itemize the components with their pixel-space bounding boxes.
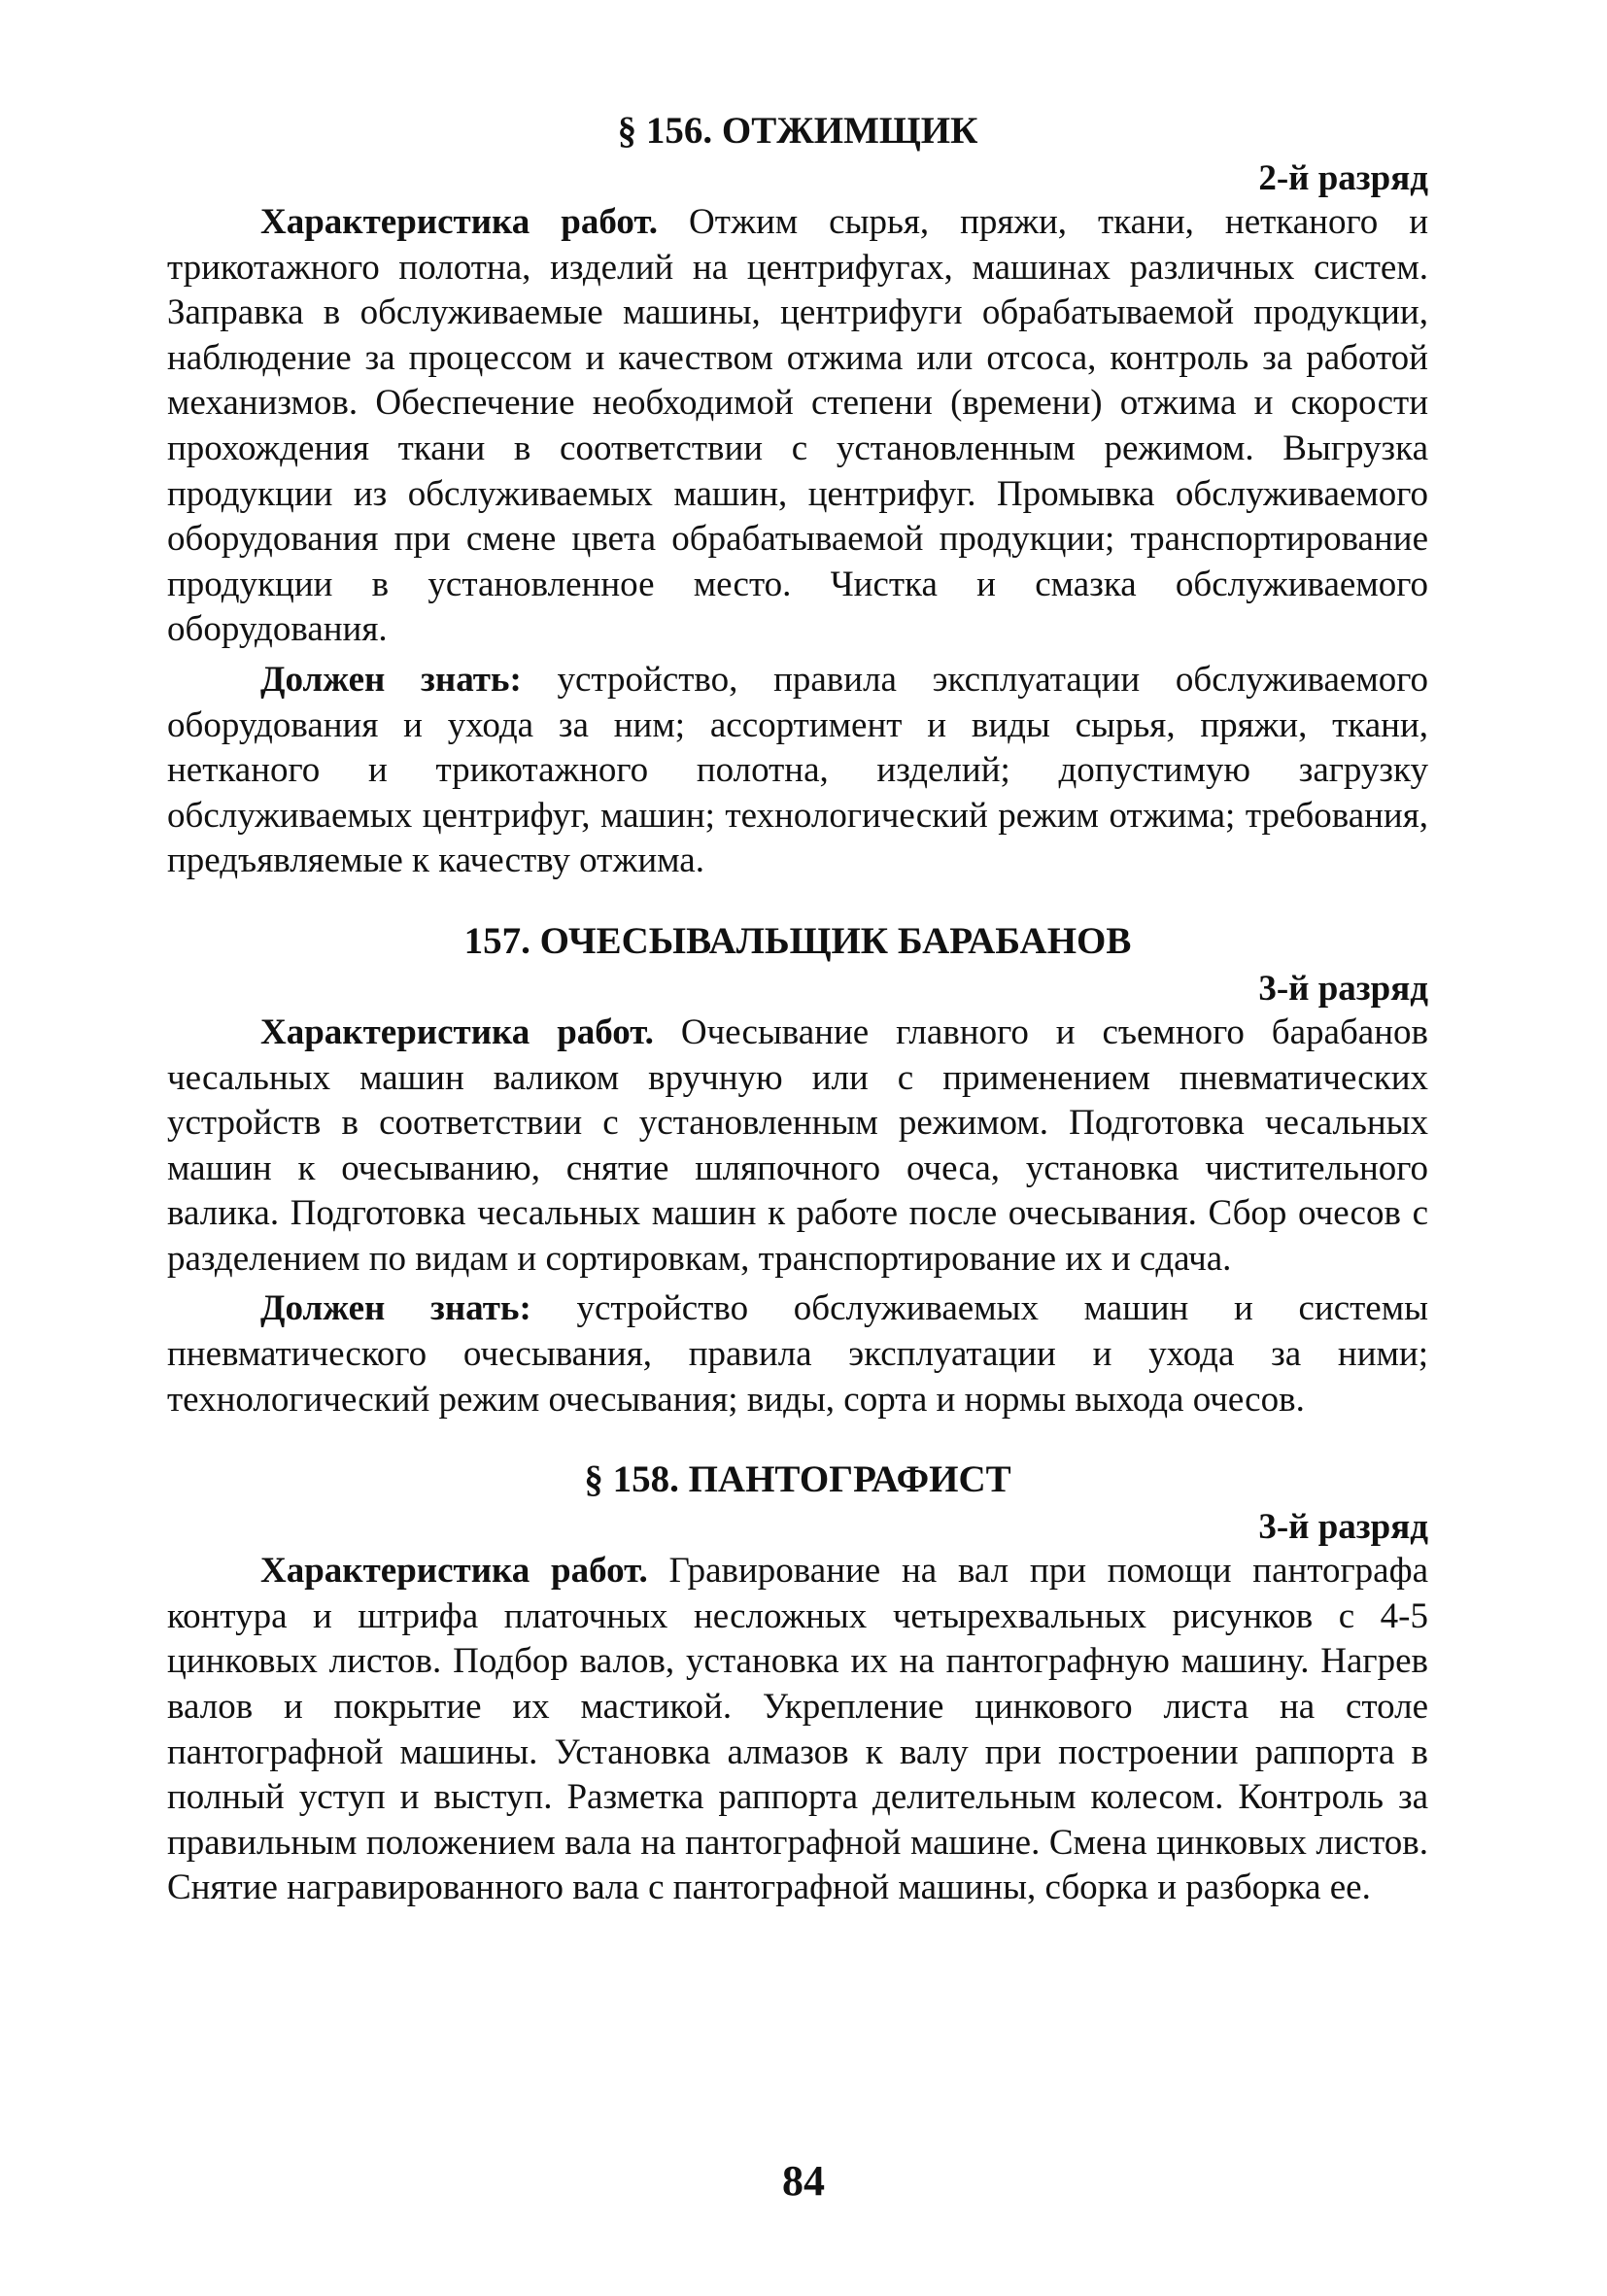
- section-156: [167, 109, 1428, 884]
- duties-label: Характеристика работ.: [260, 1011, 654, 1052]
- grade-label: 2-й разряд: [1258, 158, 1428, 198]
- knowledge-paragraph: [167, 658, 1428, 884]
- duties-text: Очесывание главного и съемного барабанов чесальных машин валиком вручную или с применением пневматических устройств в соответствии с установленным режимом. Подготовка чесальных машин к очесыванию, снятие шляпочного очеса, установка чистительного валика. Подготовка чесальных машин к работе после очесывания. Сбор очесов с разделением по видам и сортировкам, транспортирование их и сдача.: [167, 1011, 1428, 1279]
- knowledge-text: устройство, правила эксплуатации обслуживаемого оборудования и ухода за ним; ассортимент и виды сырья, пряжи, ткани, нетканого и трикотажного полотна, изделий; допустимую загрузку обслуживаемых центрифуг, машин; технологический режим отжима; требования, предъявляемые к качеству отжима.: [167, 659, 1428, 881]
- grade-label: 3-й разряд: [1258, 968, 1428, 1009]
- knowledge-label: Должен знать:: [260, 659, 522, 700]
- document-page: [167, 109, 1428, 1911]
- section-157: [167, 919, 1428, 1422]
- knowledge-label: Должен знать:: [260, 1288, 531, 1329]
- section-title: 157. ОЧЕСЫВАЛЬЩИК БАРАБАНОВ: [463, 919, 1132, 962]
- knowledge-paragraph: [167, 1286, 1428, 1422]
- duties-paragraph: [167, 1011, 1428, 1283]
- section-title: § 156. ОТЖИМЩИК: [617, 110, 978, 152]
- knowledge-text: устройство обслуживаемых машин и системы пневматического очесывания, правила эксплуатации и ухода за ними; технологический режим очесывания; виды, сорта и нормы выхода очесов.: [167, 1288, 1428, 1420]
- page-number: 84: [782, 2157, 825, 2205]
- section-158: [167, 1457, 1428, 1911]
- section-title: § 158. ПАНТОГРАФИСТ: [584, 1458, 1011, 1501]
- duties-label: Характеристика работ.: [260, 202, 659, 242]
- duties-text: Гравирование на вал при помощи пантографа контура и штрифа платочных несложных четырехвальных рисунков с 4-5 цинковых листов. Подбор валов, установка их на пантографную машину. Нагрев валов и покрытие их мастикой. Укрепление цинкового листа на столе пантографной машины. Установка алмазов к валу при построении раппорта в полный уступ и выступ. Разметка раппорта делительным колесом. Контроль за правильным положением вала на пантографной машине. Смена цинковых листов. Снятие награвированного вала с пантографной машины, сборка и разборка ее.: [167, 1551, 1428, 1908]
- duties-text: Отжим сырья, пряжи, ткани, нетканого и трикотажного полотна, изделий на центрифугах, машинах различных систем. Заправка в обслуживаемые машины, центрифуги обрабатываемой продукции, наблюдение за процессом и качеством отжима или отсоса, контроль за работой механизмов. Обеспечение необходимой степени (времени) отжима и скорости прохождения ткани в соответствии с установленным режимом. Выгрузка продукции из обслуживаемых машин, центрифуг. Промывка обслуживаемого оборудования при смене цвета обрабатываемой продукции; транспортирование продукции в установленное место. Чистка и смазка обслуживаемого оборудования.: [167, 202, 1428, 650]
- grade-label: 3-й разряд: [1258, 1507, 1428, 1548]
- duties-paragraph: [167, 200, 1428, 653]
- duties-label: Характеристика работ.: [260, 1551, 648, 1592]
- duties-paragraph: [167, 1549, 1428, 1911]
